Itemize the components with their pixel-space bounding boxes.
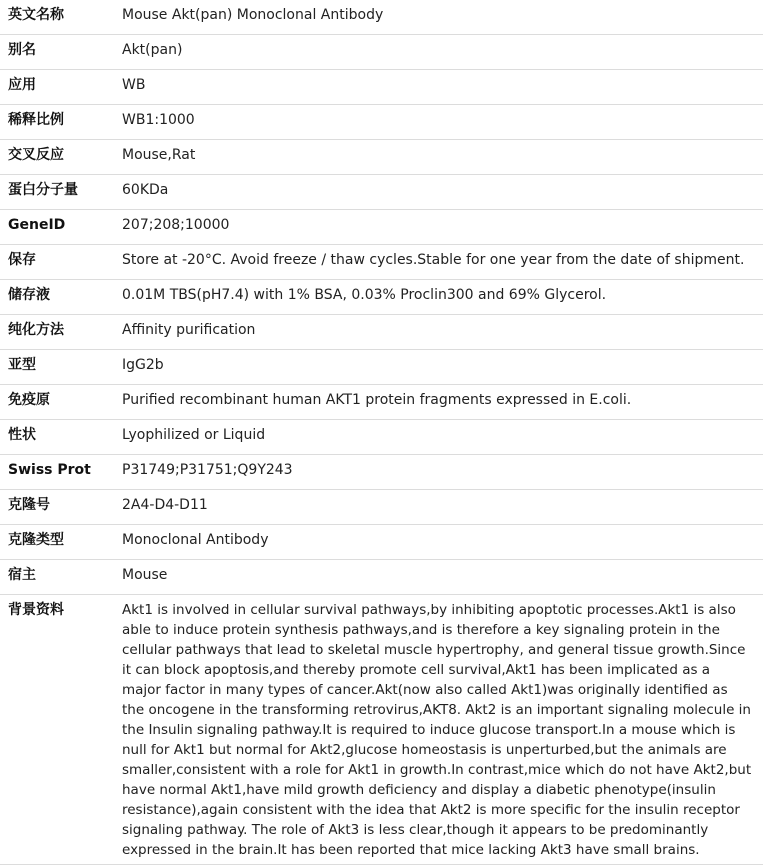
spec-label: Swiss Prot (0, 455, 122, 490)
spec-row-application (0, 70, 763, 105)
spec-value: 2A4-D4-D11 (122, 490, 763, 525)
spec-row-isotype (0, 350, 763, 385)
spec-row-background (0, 595, 763, 865)
spec-label: 储存液 (0, 280, 122, 315)
spec-label: 亚型 (0, 350, 122, 385)
spec-value: WB1:1000 (122, 105, 763, 140)
spec-value: IgG2b (122, 350, 763, 385)
spec-row-swiss-prot (0, 455, 763, 490)
spec-row-cross-reactivity (0, 140, 763, 175)
spec-label: 纯化方法 (0, 315, 122, 350)
spec-row-gene-id (0, 210, 763, 245)
spec-value: WB (122, 70, 763, 105)
spec-value: Store at -20°C. Avoid freeze / thaw cycles.Stable for one year from the date of shipment. (122, 245, 763, 280)
spec-value: 207;208;10000 (122, 210, 763, 245)
spec-row-alias (0, 35, 763, 70)
spec-row-english-name (0, 0, 763, 35)
spec-label: 宿主 (0, 560, 122, 595)
spec-label: 别名 (0, 35, 122, 70)
spec-label: 保存 (0, 245, 122, 280)
spec-value: 0.01M TBS(pH7.4) with 1% BSA, 0.03% Proclin300 and 69% Glycerol. (122, 280, 763, 315)
spec-value: Mouse Akt(pan) Monoclonal Antibody (122, 0, 763, 35)
spec-value: Purified recombinant human AKT1 protein fragments expressed in E.coli. (122, 385, 763, 420)
spec-label: 克隆类型 (0, 525, 122, 560)
spec-value: Mouse (122, 560, 763, 595)
spec-row-clone-number (0, 490, 763, 525)
spec-label: 稀释比例 (0, 105, 122, 140)
spec-row-purification (0, 315, 763, 350)
spec-value: Affinity purification (122, 315, 763, 350)
spec-label: 性状 (0, 420, 122, 455)
spec-value: 60KDa (122, 175, 763, 210)
spec-label: GeneID (0, 210, 122, 245)
spec-row-form (0, 420, 763, 455)
spec-value: Lyophilized or Liquid (122, 420, 763, 455)
spec-label: 应用 (0, 70, 122, 105)
spec-label: 克隆号 (0, 490, 122, 525)
spec-row-buffer (0, 280, 763, 315)
spec-label: 交叉反应 (0, 140, 122, 175)
spec-row-host (0, 560, 763, 595)
spec-value: Akt1 is involved in cellular survival pathways,by inhibiting apoptotic processes.Akt1 is also able to induce protein synthesis pathways,and is therefore a key signaling protein in the cellular pathways that lead to skeletal muscle hypertrophy, and general tissue growth.Since it can block apoptosis,and thereby promote cell survival,Akt1 has been implicated as a major factor in many types of cancer.Akt(now also called Akt1)was originally identified as the oncogene in the transforming retrovirus,AKT8. Akt2 is an important signaling molecule in the Insulin signaling pathway.It is required to induce glucose transport.In a mouse which is null for Akt1 but normal for Akt2,glucose homeostasis is unperturbed,but the animals are smaller,consistent with a role for Akt1 in growth.In contrast,mice which do not have Akt2,but have normal Akt1,have mild growth deficiency and display a diabetic phenotype(insulin resistance),again consistent with the idea that Akt2 is more specific for the insulin receptor signaling pathway. The role of Akt3 is less clear,though it appears to be predominantly expressed in the brain.It has been reported that mice lacking Akt3 have small brains. (122, 595, 763, 865)
spec-label: 免疫原 (0, 385, 122, 420)
spec-label: 英文名称 (0, 0, 122, 35)
spec-label: 蛋白分子量 (0, 175, 122, 210)
spec-row-molecular-weight (0, 175, 763, 210)
spec-row-immunogen (0, 385, 763, 420)
spec-row-clonality (0, 525, 763, 560)
spec-value: Monoclonal Antibody (122, 525, 763, 560)
spec-value: Mouse,Rat (122, 140, 763, 175)
spec-row-storage (0, 245, 763, 280)
spec-label: 背景资料 (0, 595, 122, 865)
spec-value: P31749;P31751;Q9Y243 (122, 455, 763, 490)
spec-row-dilution (0, 105, 763, 140)
spec-value: Akt(pan) (122, 35, 763, 70)
